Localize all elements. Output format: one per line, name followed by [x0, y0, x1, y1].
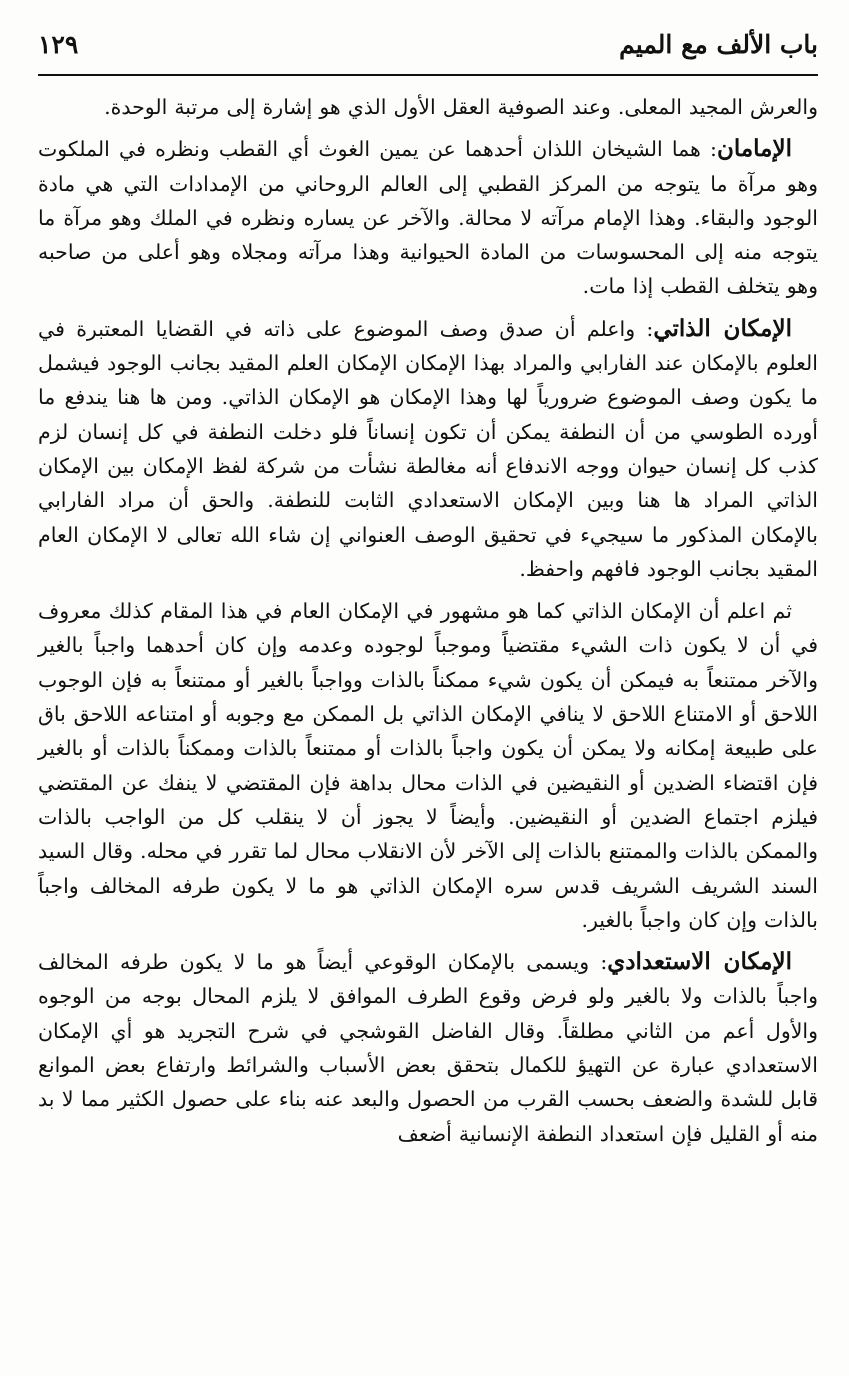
entry-text: : ويسمى بالإمكان الوقوعي أيضاً هو ما لا يكون طرفه المخالف واجباً بالذات ولا بالغير ولو فرض وقوع الطرف الموافق لا يلزم المحال بوجه من الوجوه والأول أعم من الثاني مطلقاً. وقال الفاضل القوشجي في شرح التجريد هو أي الإمكان الاستعدادي عبارة عن التهيؤ للكمال بتحقق بعض الأسباب والشرائط وارتفاع بعض الموانع قابل للشدة والضعف بحسب القرب من الحصول والبعد عنه بناء على حصول الكثير مما لا بد منه أو القليل فإن استعداد النطفة الإنسانية أضعف — [38, 950, 818, 1146]
entry-text: : هما الشيخان اللذان أحدهما عن يمين الغوث أي القطب ونظره في الملكوت وهو مرآة ما يتوجه من المركز القطبي إلى العالم الروحاني من الإمدادات التي هي مادة الوجود والبقاء. وهذا الإمام مرآته لا محالة. والآخر عن يساره ونظره في الملك وهو مرآة ما يتوجه منه إلى المحسوسات من المادة الحيوانية وهذا مرآته ومجلاه وهو أعلى من صاحبه وهو يتخلف القطب إذا مات. — [38, 137, 818, 299]
entry-term: الإمكان الذاتي — [653, 314, 792, 342]
page-number: ١٢٩ — [38, 30, 79, 59]
chapter-title: باب الألف مع الميم — [619, 30, 818, 59]
entry-imaman — [38, 132, 818, 303]
entry-imkan-istidadi — [38, 945, 818, 1151]
entry-text: : واعلم أن صدق وصف الموضوع على ذاته في القضايا المعتبرة في العلوم بالإمكان عند الفارابي والمراد بهذا الإمكان الإمكان العلم المقيد بجانب الوجود فيشمل ما يكون وصف الموضوع ضرورياً لها وهذا الإمكان هو الإمكان الذاتي. ومن ها هنا يندفع ما أورده الطوسي من أن النطفة يمكن أن تكون إنساناً فلو دخلت النطفة في كل إنسان لزم كذب كل إنسان حيوان ووجه الاندفاع أنه مغالطة نشأت من شركة لفظ الإمكان بين الإمكان الذاتي المراد ها هنا وبين الإمكان الاستعدادي الثابت للنطفة. والحق أن مراد الفارابي بالإمكان المذكور ما سيجيء في تحقيق الوصف العنواني إن شاء الله تعالى لا الإمكان العام المقيد بجانب الوجود فافهم واحفظ. — [38, 316, 818, 581]
paragraph-text: ثم اعلم أن الإمكان الذاتي كما هو مشهور في الإمكان العام في هذا المقام كذلك معروف في أن لا يكون ذات الشيء مقتضياً وموجباً لوجوده وعدمه وإن كان أحدهما واجباً بالغير والآخر ممتنعاً به فيمكن أن يكون شيء ممكناً بالذات وواجباً بالغير أو ممتنعاً به فإن الوجوب اللاحق أو الامتناع اللاحق لا ينافي الإمكان الذاتي بل الممكن مع وجوبه أو امتناعه اللاحق باق على طبيعة إمكانه ولا يمكن أن يكون واجباً بالذات أو ممتنعاً بالذات وممكناً بالذات أو بالغير فإن اقتضاء الضدين أو النقيضين في الذات محال بداهة فإن المقتضي لا ينفك عن المقتضي فيلزم اجتماع الضدين أو النقيضين. وأيضاً لا يجوز أن لا ينقلب كل من الواجب بالذات والممكن بالذات والممتنع بالذات إلى الآخر لأن الانقلاب محال لما تقرر في محله. وقال السيد السند الشريف الشريف قدس سره الإمكان الذاتي هو ما لا يكون طرفه المخالف واجباً بالذات وإن كان واجباً بالغير. — [38, 599, 818, 932]
page-body — [38, 76, 818, 1151]
page-header — [38, 0, 818, 76]
entry-term: الإمكان الاستعدادي — [607, 948, 792, 976]
entry-imkan-dhati — [38, 312, 818, 586]
entry-term: الإمامان — [716, 135, 792, 163]
paragraph-imkan-dhati-cont — [38, 594, 818, 937]
paragraph-continuation — [38, 90, 818, 124]
book-page — [38, 0, 818, 1151]
paragraph-text: والعرش المجيد المعلى. وعند الصوفية العقل الأول الذي هو إشارة إلى مرتبة الوحدة. — [104, 95, 818, 119]
